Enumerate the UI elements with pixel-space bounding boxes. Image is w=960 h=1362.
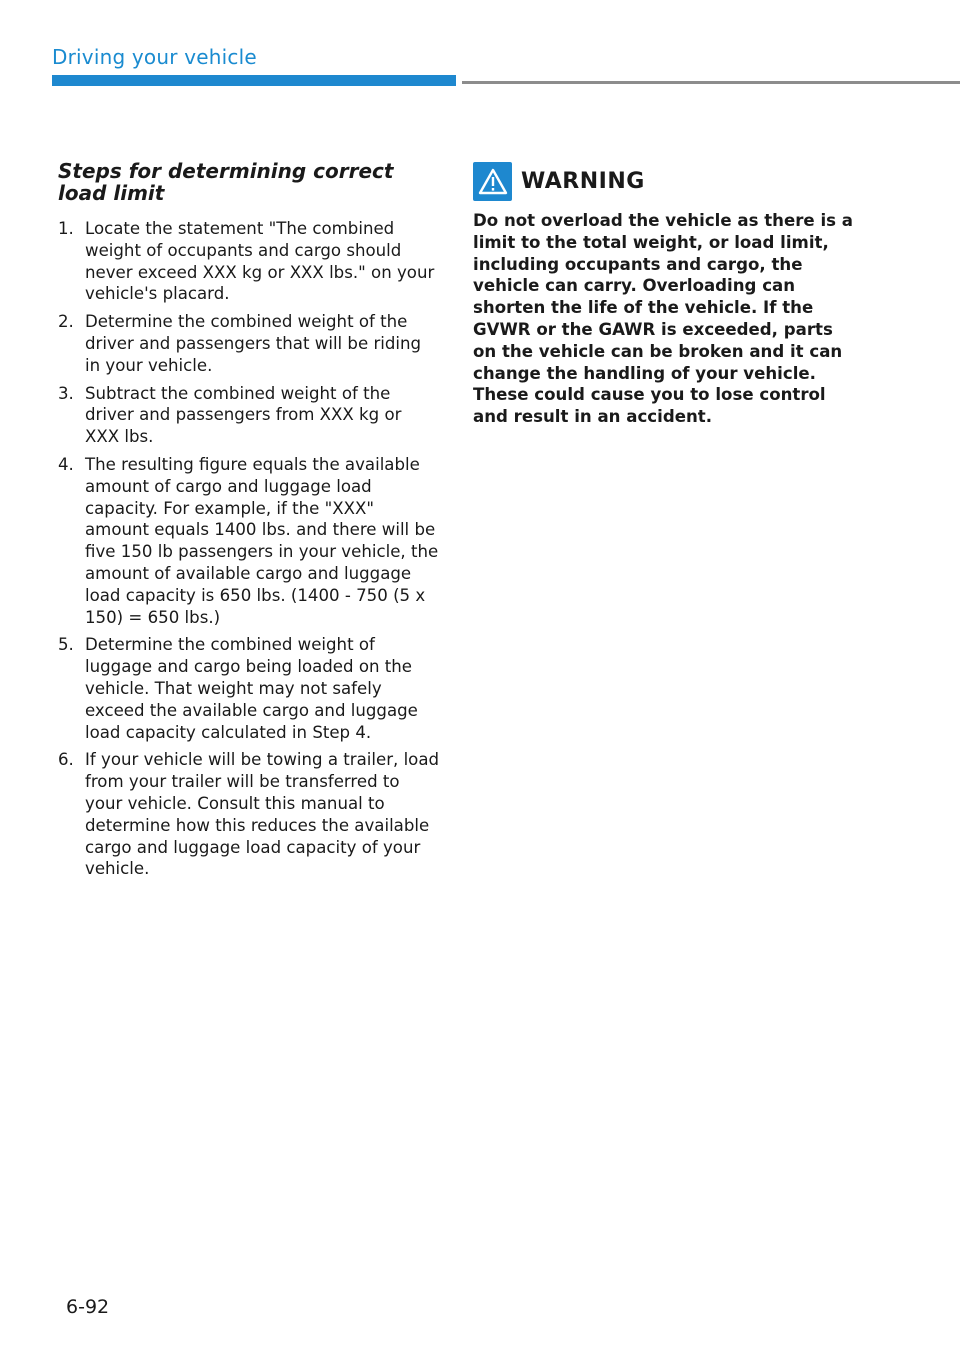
steps-list — [58, 218, 440, 880]
section-heading: Steps for determining correct load limit — [58, 159, 394, 205]
list-item — [58, 454, 440, 628]
step-number: 4. — [58, 454, 74, 474]
warning-label: WARNING — [521, 169, 645, 194]
step-text: Subtract the combined weight of the driver and passengers from XXX kg or XXX lbs. — [85, 383, 402, 447]
step-number: 6. — [58, 750, 74, 770]
step-number: 3. — [58, 383, 74, 403]
step-number: 1. — [58, 219, 74, 238]
load-limit-steps-section — [58, 160, 440, 886]
warning-box — [473, 162, 853, 428]
list-item — [58, 383, 440, 448]
warning-text: Do not overload the vehicle as there is a limit to the total weight, or load limit, including occupants and cargo, the vehicle can carry. Overloading can shorten the life of the vehicle. If the GVWR or the GAWR is exceeded, parts on the vehicle can be broken and it can change the handling of your vehicle. These could cause you to lose control and result in an accident. — [473, 211, 853, 427]
step-text: The resulting figure equals the available amount of cargo and luggage load capacity. For example, if the "XXX" amount equals 1400 lbs. and there will be five 150 lb passengers in your vehicle, the amount of available cargo and luggage load capacity is 650 lbs. (1400 - 750 (5 x 150) = 650 lbs.) — [85, 454, 439, 627]
list-item — [58, 634, 440, 743]
page-number: 6-92 — [66, 1296, 110, 1318]
step-number: 5. — [58, 635, 74, 655]
step-number: 2. — [58, 312, 74, 332]
step-text: If your vehicle will be towing a trailer, load from your trailer will be transferred to your vehicle. Consult this manual to determine how this reduces the available cargo and luggage load capacity of your vehicle. — [85, 750, 440, 879]
header-rule-blue — [52, 75, 456, 86]
warning-triangle-icon — [473, 162, 512, 201]
header-rule-gray — [462, 81, 960, 84]
step-text: Determine the combined weight of the driver and passengers that will be riding in your vehicle. — [85, 312, 422, 375]
list-item — [58, 749, 440, 880]
step-text: Determine the combined weight of luggage and cargo being loaded on the vehicle. That weight may not safely exceed the available cargo and luggage load capacity calculated in Step 4. — [85, 635, 418, 742]
list-item — [58, 218, 440, 305]
step-text: Locate the statement "The combined weight of occupants and cargo should never exceed XXX kg or XXX lbs." on your vehicle's placard. — [85, 219, 435, 304]
list-item — [58, 311, 440, 376]
warning-header — [473, 162, 853, 201]
section-title: Driving your vehicle — [52, 45, 257, 69]
